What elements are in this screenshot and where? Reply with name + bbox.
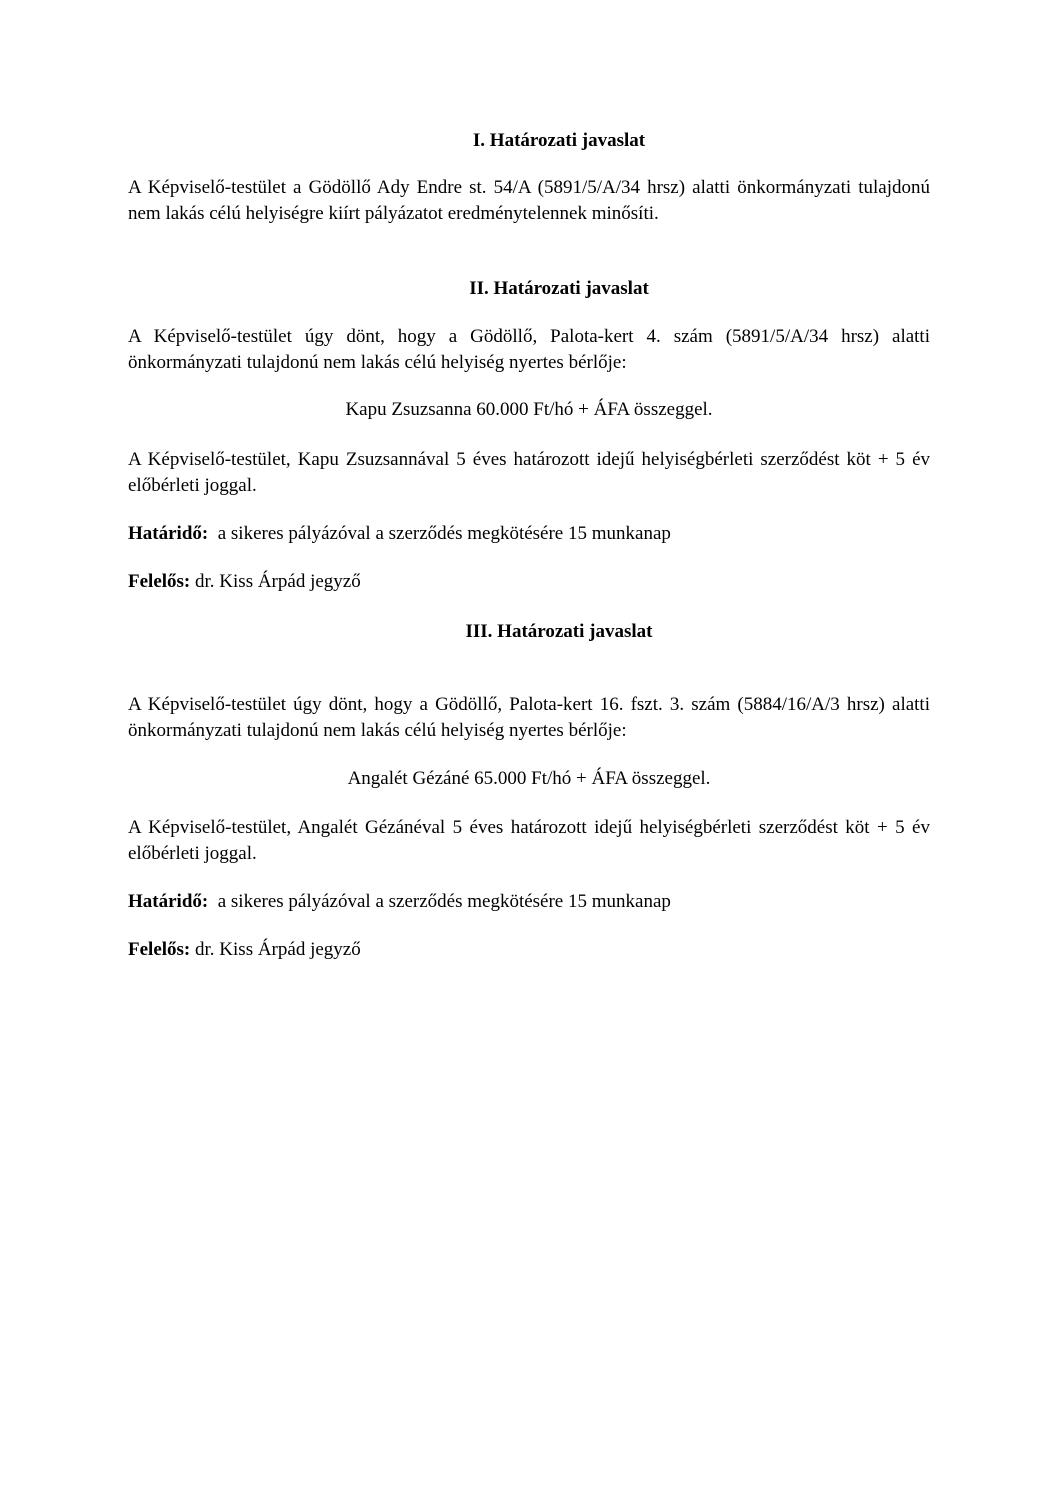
section-3-deadline [128, 889, 930, 915]
section-2-paragraph: A Képviselő-testület úgy dönt, hogy a Gödöllő, Palota-kert 4. szám (5891/5/A/34 hrsz) alatti önkormányzati tulajdonú nem lakás célú helyiség nyertes bérlője: [128, 326, 930, 373]
section-2-heading: II. Határozati javaslat [469, 278, 649, 299]
responsible-label: Felelős: [128, 571, 191, 592]
section-2-winner: Kapu Zsuzsanna 60.000 Ft/hó + ÁFA összeggel. [345, 399, 713, 420]
responsible-text: dr. Kiss Árpád jegyző [195, 571, 361, 592]
section-3-paragraph: A Képviselő-testület úgy dönt, hogy a Gödöllő, Palota-kert 16. fszt. 3. szám (5884/16/A/3 hrsz) alatti önkormányzati tulajdonú nem lakás célú helyiség nyertes bérlője: [128, 694, 930, 741]
section-1-heading: I. Határozati javaslat [472, 130, 646, 151]
deadline-text: a sikeres pályázóval a szerződés megkötésére 15 munkanap [217, 891, 671, 912]
section-2-responsible [128, 569, 930, 595]
deadline-text: a sikeres pályázóval a szerződés megkötésére 15 munkanap [217, 523, 671, 544]
section-2-contract: A Képviselő-testület, Kapu Zsuzsannával 5 éves határozott idejű helyiségbérleti szerződést köt + 5 év előbérleti joggal. [128, 449, 930, 496]
section-2-deadline [128, 521, 930, 547]
deadline-label: Határidő: [128, 891, 209, 912]
section-3-winner: Angalét Gézáné 65.000 Ft/hó + ÁFA összeggel. [347, 768, 711, 789]
section-3-heading: III. Határozati javaslat [465, 621, 653, 642]
section-1-paragraph: A Képviselő-testület a Gödöllő Ady Endre st. 54/A (5891/5/A/34 hrsz) alatti önkormányzati tulajdonú nem lakás célú helyiségre kiírt pályázatot eredménytelennek minősíti. [128, 177, 930, 224]
responsible-text: dr. Kiss Árpád jegyző [195, 939, 361, 960]
deadline-label: Határidő: [128, 523, 209, 544]
responsible-label: Felelős: [128, 939, 191, 960]
section-3-contract: A Képviselő-testület, Angalét Gézánéval 5 éves határozott idejű helyiségbérleti szerződést köt + 5 év előbérleti joggal. [128, 817, 930, 864]
section-3-responsible [128, 937, 930, 963]
